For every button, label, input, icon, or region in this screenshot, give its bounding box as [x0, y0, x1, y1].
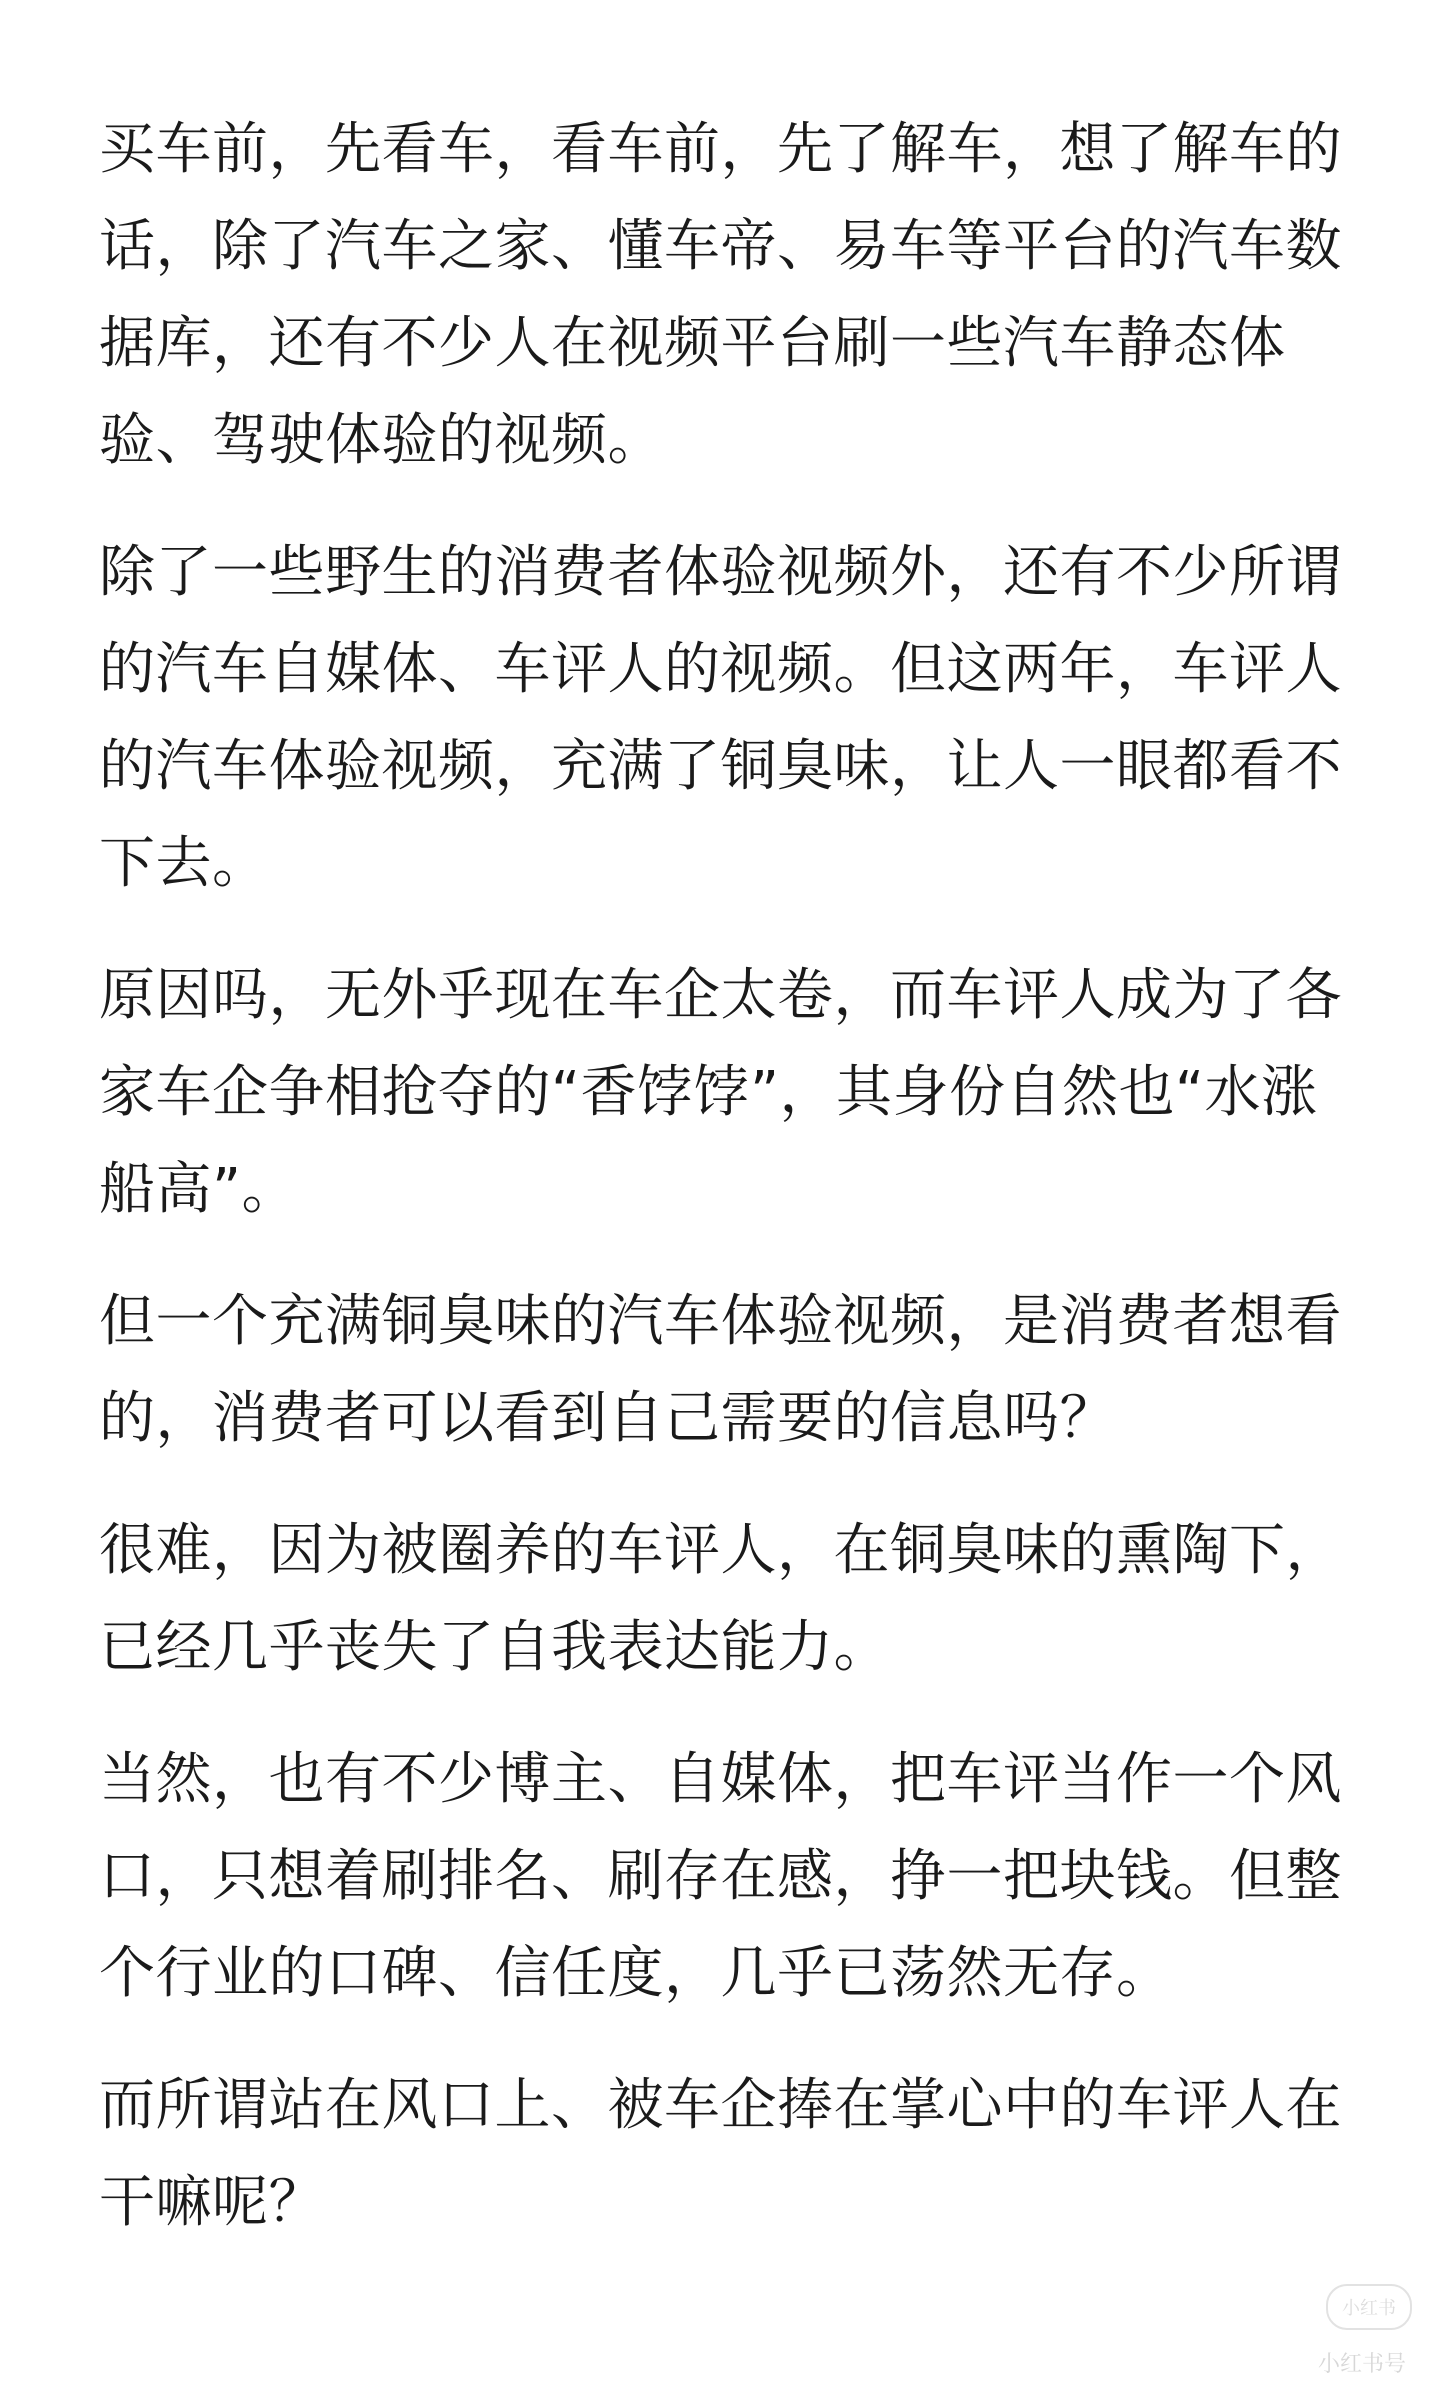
article-body	[99, 101, 1349, 2286]
paragraph-4: 但一个充满铜臭味的汽车体验视频，是消费者想看的，消费者可以看到自己需要的信息吗？	[99, 1289, 1342, 1451]
paragraph-7: 而所谓站在风口上、被车企捧在掌心中的车评人在干嘛呢？	[99, 2073, 1342, 2235]
paragraph-6: 当然，也有不少博主、自媒体，把车评当作一个风口，只想着刷排名、刷存在感，挣一把块钱。但整个行业的口碑、信任度，几乎已荡然无存。	[99, 1747, 1342, 2006]
watermark-account-label: 小红书号	[1317, 2352, 1406, 2377]
watermark	[1318, 2347, 1406, 2378]
paragraph-2: 除了一些野生的消费者体验视频外，还有不少所谓的汽车自媒体、车评人的视频。但这两年，车评人的汽车体验视频，充满了铜臭味，让人一眼都看不下去。	[99, 540, 1342, 896]
paragraph-5: 很难，因为被圈养的车评人，在铜臭味的熏陶下，已经几乎丧失了自我表达能力。	[99, 1518, 1342, 1680]
paragraph-1: 买车前，先看车，看车前，先了解车，想了解车的话，除了汽车之家、懂车帝、易车等平台的汽车数据库，还有不少人在视频平台刷一些汽车静态体验、驾驶体验的视频。	[99, 117, 1342, 473]
paragraph-3: 原因吗，无外乎现在车企太卷，而车评人成为了各家车企争相抢夺的“香饽饽”，其身份自然也“水涨船高”。	[99, 963, 1342, 1222]
watermark-logo: 小红书	[1326, 2284, 1412, 2330]
